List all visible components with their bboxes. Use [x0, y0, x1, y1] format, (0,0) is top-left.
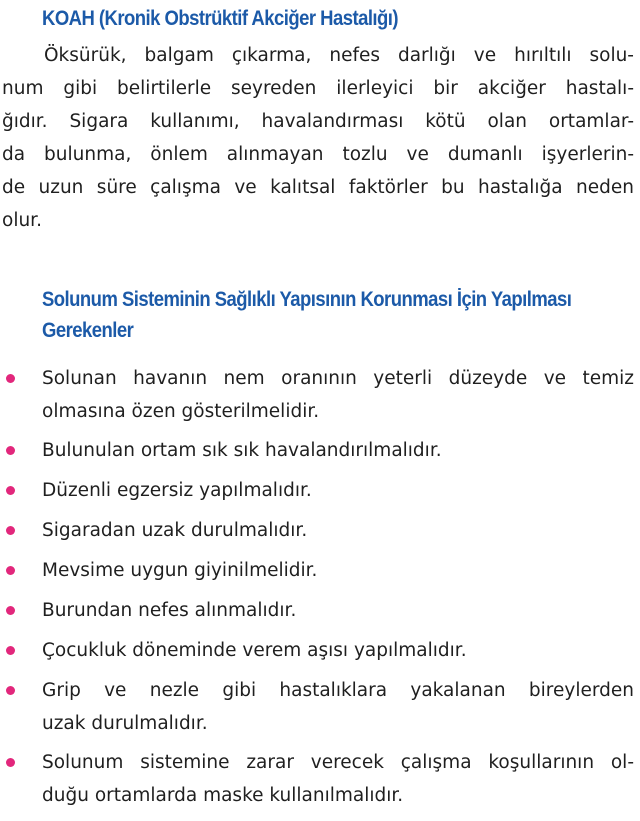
heading-line: Solunum Sisteminin Sağlıklı Yapısının Korunması İçin Yapılması	[42, 288, 572, 311]
bullet-icon	[6, 526, 15, 535]
paragraph-line: Öksürük, balgam çıkarma, nefes darlığı ve hırıltılı solu-	[44, 45, 634, 66]
paragraph-line: num gibi belirtilerle seyreden ilerleyici bir akciğer hastalı-	[2, 78, 634, 99]
koah-heading: KOAH (Kronik Obstrüktif Akciğer Hastalığı)	[42, 7, 399, 30]
list-item-line: uzak durulmalıdır.	[42, 713, 208, 734]
paragraph-line: ğıdır. Sigara kullanımı, havalandırması kötü olan ortamlar-	[2, 111, 634, 132]
paragraph-line: olur.	[2, 210, 42, 231]
bullet-icon	[6, 758, 15, 767]
bullet-icon	[6, 686, 15, 695]
protection-heading	[42, 284, 571, 346]
heading-line: Gerekenler	[42, 319, 134, 342]
bullet-icon	[6, 374, 15, 383]
list-item-line: Bulunulan ortam sık sık havalandırılmalıdır.	[42, 440, 442, 461]
bullet-icon	[6, 486, 15, 495]
list-item-line: Mevsime uygun giyinilmelidir.	[42, 560, 318, 581]
paragraph-line: da bulunma, önlem alınmayan tozlu ve dumanlı işyerlerin-	[2, 144, 634, 165]
paragraph-line: de uzun süre çalışma ve kalıtsal faktörler bu hastalığa neden	[2, 177, 634, 198]
bullet-icon	[6, 446, 15, 455]
list-item-line: olmasına özen gösterilmelidir.	[42, 401, 320, 422]
list-item-line: Grip ve nezle gibi hastalıklara yakalanan bireylerden	[42, 680, 634, 701]
list-item-line: Solunan havanın nem oranının yeterli düzeyde ve temiz	[42, 368, 634, 389]
bullet-icon	[6, 606, 15, 615]
list-item-line: duğu ortamlarda maske kullanılmalıdır.	[42, 785, 404, 806]
list-item-line: Çocukluk döneminde verem aşısı yapılmalıdır.	[42, 640, 467, 661]
list-item-line: Solunum sistemine zarar verecek çalışma koşullarının ol-	[42, 752, 634, 773]
list-item-line: Burundan nefes alınmalıdır.	[42, 600, 297, 621]
list-item-line: Sigaradan uzak durulmalıdır.	[42, 520, 308, 541]
bullet-icon	[6, 646, 15, 655]
list-item-line: Düzenli egzersiz yapılmalıdır.	[42, 480, 312, 501]
bullet-icon	[6, 566, 15, 575]
